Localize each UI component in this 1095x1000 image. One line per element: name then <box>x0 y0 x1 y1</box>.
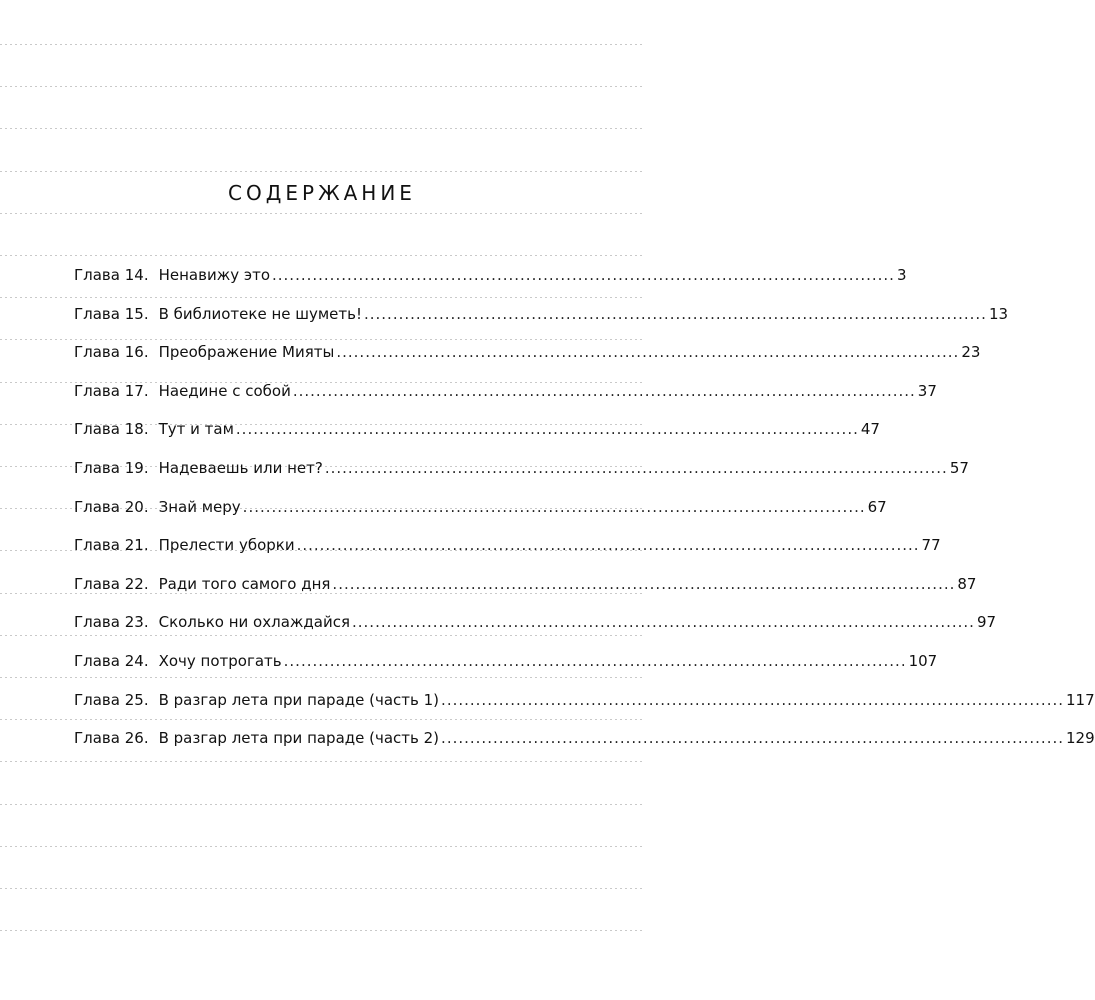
page-number: 47 <box>860 420 880 439</box>
chapter-title: Преображение Мияты <box>158 343 335 362</box>
chapter-label: Глава 16. <box>74 343 149 362</box>
dot-leader <box>352 613 975 631</box>
page-number: 67 <box>867 497 887 516</box>
chapter-title: Наедине с собой <box>158 381 291 400</box>
toc-entry <box>74 458 969 498</box>
toc-entry <box>74 536 941 575</box>
chapter-title: В разгар лета при параде (часть 2) <box>158 729 440 748</box>
chapter-label: Глава 21. <box>74 536 149 555</box>
toc-entry <box>74 651 938 691</box>
chapter-title: Хочу потрогать <box>158 651 282 670</box>
chapter-label: Глава 22. <box>74 574 149 593</box>
page-number: 77 <box>921 536 941 555</box>
chapter-label: Глава 14. <box>74 266 149 284</box>
chapter-label: Глава 19. <box>74 458 149 477</box>
page-number: 37 <box>917 381 937 400</box>
toc-entry <box>74 690 1095 730</box>
dot-leader <box>297 536 920 554</box>
toc-entry <box>74 729 1095 768</box>
dot-leader <box>336 343 959 361</box>
toc-entry <box>74 266 907 305</box>
toc-entry <box>74 574 977 614</box>
page-number: 97 <box>976 613 997 632</box>
chapter-title: Сколько ни охлаждайся <box>158 613 350 632</box>
page-number: 13 <box>988 304 1009 323</box>
chapter-title: Тут и там <box>158 420 234 439</box>
chapter-label: Глава 17. <box>74 381 149 400</box>
toc-entry <box>74 613 997 652</box>
page-number: 87 <box>957 574 977 593</box>
chapter-label: Глава 25. <box>74 690 149 709</box>
toc-entry <box>74 381 937 421</box>
dot-leader <box>236 420 859 438</box>
dot-leader <box>364 305 987 323</box>
chapter-title: В разгар лета при параде (часть 1) <box>158 690 440 709</box>
chapter-title: Знай меру <box>158 497 241 516</box>
dot-leader <box>293 382 916 400</box>
table-of-contents <box>74 266 1095 768</box>
page-number: 57 <box>949 458 969 477</box>
dot-leader <box>243 498 866 516</box>
chapter-title: Прелести уборки <box>158 536 295 555</box>
dot-leader <box>441 691 1064 709</box>
toc-entry <box>74 343 981 382</box>
chapter-label: Глава 23. <box>74 613 149 632</box>
dot-leader <box>325 459 948 477</box>
chapter-title: Надеваешь или нет? <box>158 458 323 477</box>
dot-leader <box>284 652 907 670</box>
chapter-title: Ради того самого дня <box>158 574 331 593</box>
page-number: 129 <box>1066 729 1095 748</box>
dot-leader <box>441 729 1064 747</box>
dot-leader <box>272 266 895 284</box>
toc-entry <box>74 420 880 459</box>
dot-leader <box>332 575 955 593</box>
chapter-label: Глава 18. <box>74 420 149 439</box>
toc-entry <box>74 304 1009 344</box>
chapter-label: Глава 26. <box>74 729 149 748</box>
page-number: 23 <box>961 343 981 362</box>
page-title: СОДЕРЖАНИЕ <box>228 181 416 205</box>
chapter-label: Глава 20. <box>74 497 149 516</box>
chapter-label: Глава 15. <box>74 304 149 323</box>
page-number: 107 <box>908 651 938 670</box>
toc-entry <box>74 497 887 537</box>
page-number: 3 <box>896 266 907 284</box>
chapter-label: Глава 24. <box>74 651 149 670</box>
page-number: 117 <box>1066 690 1095 709</box>
chapter-title: Ненавижу это <box>158 266 270 284</box>
chapter-title: В библиотеке не шуметь! <box>158 304 362 323</box>
